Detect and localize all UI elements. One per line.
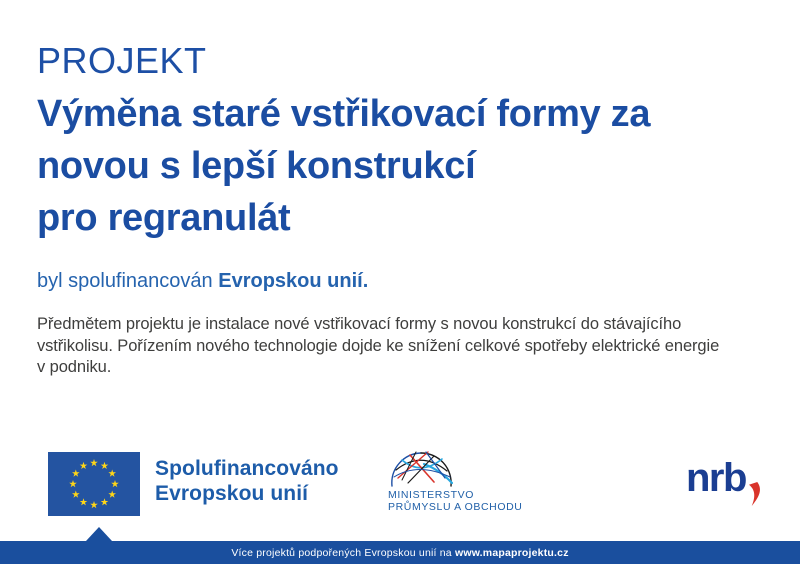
eu-flag-icon: [48, 452, 140, 516]
project-description-line-3: v podniku.: [37, 358, 112, 377]
nrb-logo: [686, 458, 762, 506]
cofund-label-line-1: Spolufinancováno: [155, 457, 339, 480]
cofinancing-statement: [37, 270, 368, 293]
project-title-line-1: Výměna staré vstřikovací formy za: [37, 93, 651, 135]
cofund-label-line-2: Evropskou unií: [155, 482, 309, 505]
project-description: [37, 314, 719, 379]
nrb-comma-icon: [747, 482, 762, 506]
nrb-wordmark: nrb: [686, 456, 746, 500]
ministry-label: [388, 490, 523, 513]
project-description-line-1: Předmětem projektu je instalace nové vstřikovací formy s novou konstrukcí do stávajícího: [37, 315, 682, 333]
ministry-dome-icon: [390, 450, 453, 487]
bottom-bar-url: www.mapaprojektu.cz: [454, 546, 569, 559]
bottom-bar-text-prefix: Více projektů podpořených Evropskou unií na: [231, 546, 455, 559]
project-title-line-3: pro regranulát: [37, 197, 291, 239]
bottom-bar-text: [231, 547, 568, 559]
bottom-bar-notch: [86, 527, 112, 541]
cofinancing-statement-prefix: byl spolufinancován: [37, 270, 219, 292]
ministry-label-line-1: MINISTERSTVO: [388, 489, 474, 501]
ministry-label-line-2: PRŮMYSLU A OBCHODU: [388, 500, 523, 513]
cofund-label: [155, 456, 339, 506]
project-title: [37, 88, 650, 244]
kicker-projekt: PROJEKT: [37, 40, 207, 81]
project-description-line-2: vstřikolisu. Pořízením nového technologie dojde ke snížení celkové spotřeby elektrické energie: [37, 336, 720, 355]
bottom-bar: [0, 541, 800, 564]
project-title-line-2: novou s lepší konstrukcí: [37, 145, 476, 187]
ministry-logo: [388, 450, 523, 513]
cofinancing-statement-bold: Evropskou unií.: [218, 270, 369, 292]
